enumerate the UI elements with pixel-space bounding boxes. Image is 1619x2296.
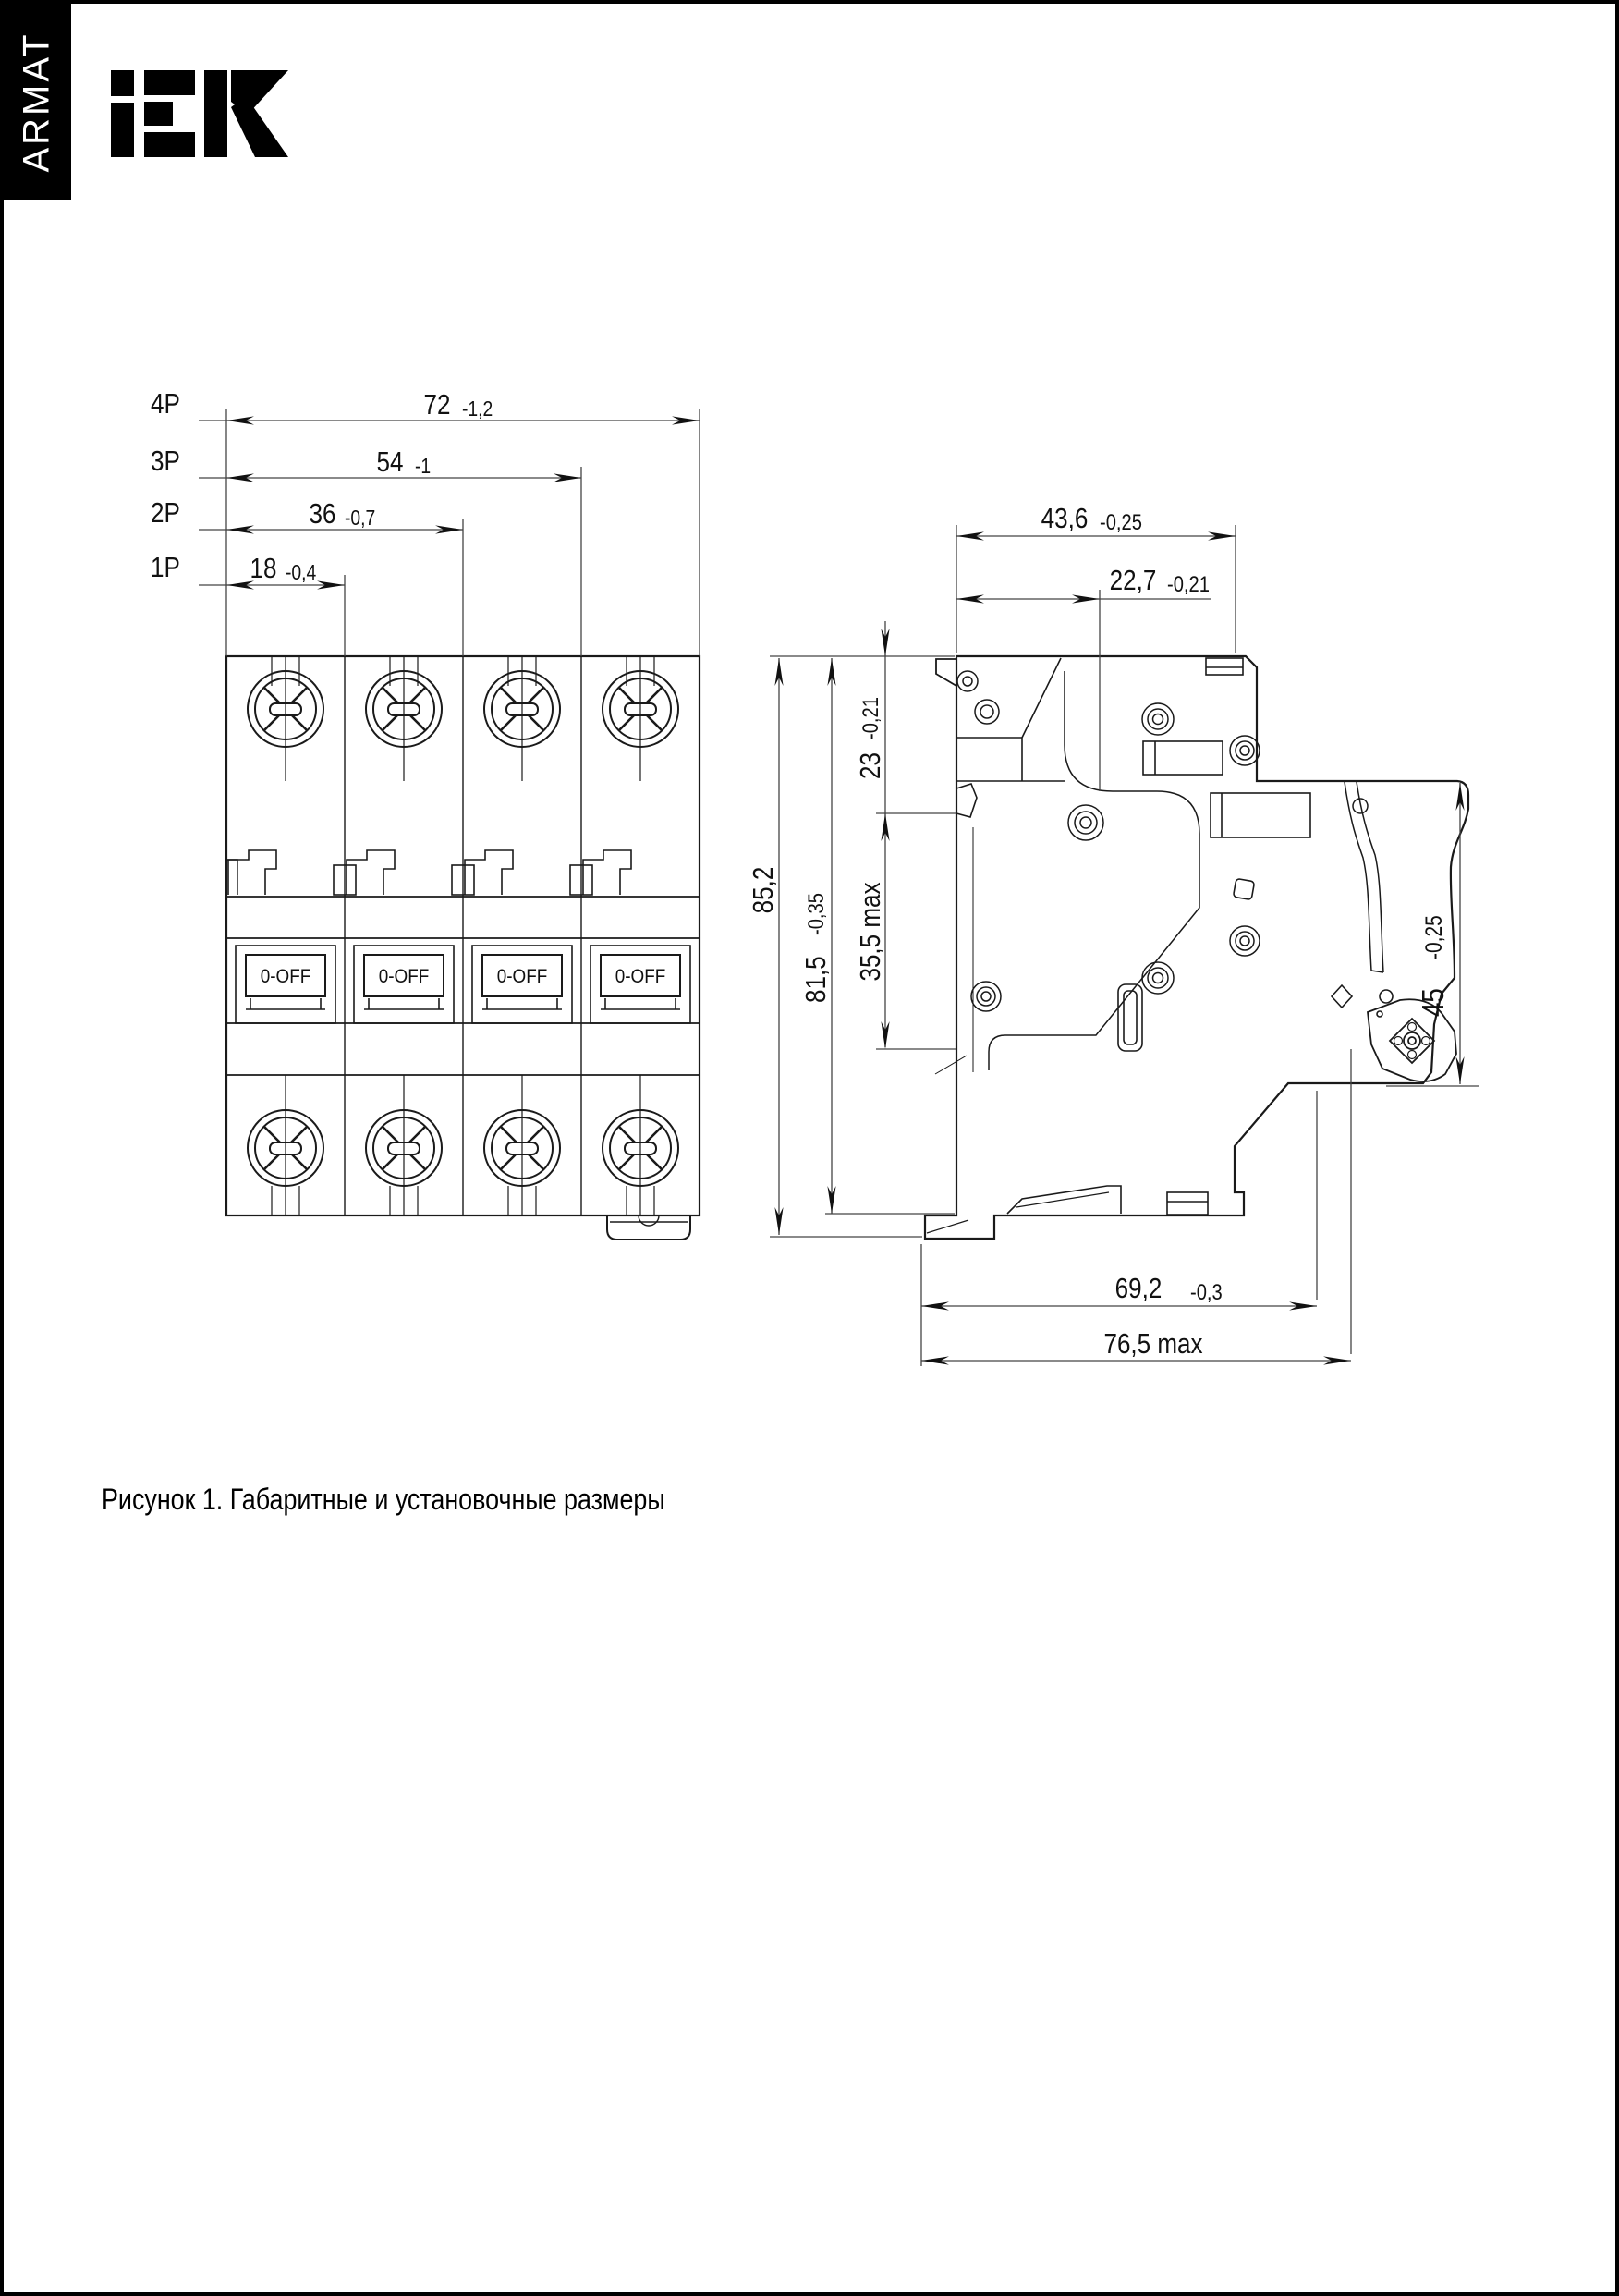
dim-2p-value: 36 (309, 497, 336, 531)
dimension-text (151, 388, 1451, 1361)
front-view-drawing (226, 656, 700, 1240)
dim-1p-label: 1P (151, 551, 180, 584)
dim-4p-tolerance: -1,2 (462, 397, 493, 421)
toggle-label-4: 0-OFF (615, 966, 666, 988)
toggle-label-3: 0-OFF (496, 966, 548, 988)
dim-3p-tolerance: -1 (415, 455, 432, 479)
dim-3p-label: 3P (151, 445, 180, 478)
dim-1p-value: 18 (250, 552, 277, 585)
dim-height-body-value: 81,5 (799, 956, 833, 1003)
dim-4p-value: 72 (423, 388, 451, 421)
side-view-drawing (925, 656, 1468, 1239)
figure-caption: Рисунок 1. Габаритные и установочные размеры (102, 1483, 665, 1516)
dim-depth-body-tolerance: -0,3 (1190, 1279, 1223, 1305)
dim-4p-label: 4P (151, 387, 180, 421)
dim-din-height-tolerance: -0,25 (1420, 915, 1447, 959)
dim-terminal-depth-value: 23 (854, 752, 887, 779)
dim-width-top-tolerance: -0,25 (1100, 509, 1142, 535)
toggle-label-1: 0-OFF (260, 966, 311, 988)
dim-2p-tolerance: -0,7 (345, 507, 376, 531)
dim-din-height-value: 45 (1416, 988, 1451, 1017)
dimension-lines (199, 409, 1479, 1366)
dim-3p-value: 54 (376, 446, 404, 479)
dim-width-top-value: 43,6 (1041, 502, 1089, 535)
dim-width-face-tolerance: -0,21 (1167, 571, 1210, 597)
dimension-arrows (226, 416, 1465, 1364)
dim-depth-max-value: 76,5 max (1103, 1327, 1203, 1361)
dim-width-face-value: 22,7 (1109, 564, 1157, 597)
dim-2p-label: 2P (151, 496, 180, 530)
dim-1p-tolerance: -0,4 (286, 561, 317, 585)
dim-height-total-value: 85,2 (747, 866, 780, 914)
dim-depth-body-value: 69,2 (1114, 1272, 1163, 1305)
dim-toggle-zone-value: 35,5 max (854, 882, 887, 982)
dim-height-body-tolerance: -0,35 (803, 893, 829, 935)
armat-series-label: ARMAT (17, 31, 57, 173)
dim-terminal-depth-tolerance: -0,21 (858, 697, 883, 739)
toggle-label-2: 0-OFF (378, 966, 430, 988)
